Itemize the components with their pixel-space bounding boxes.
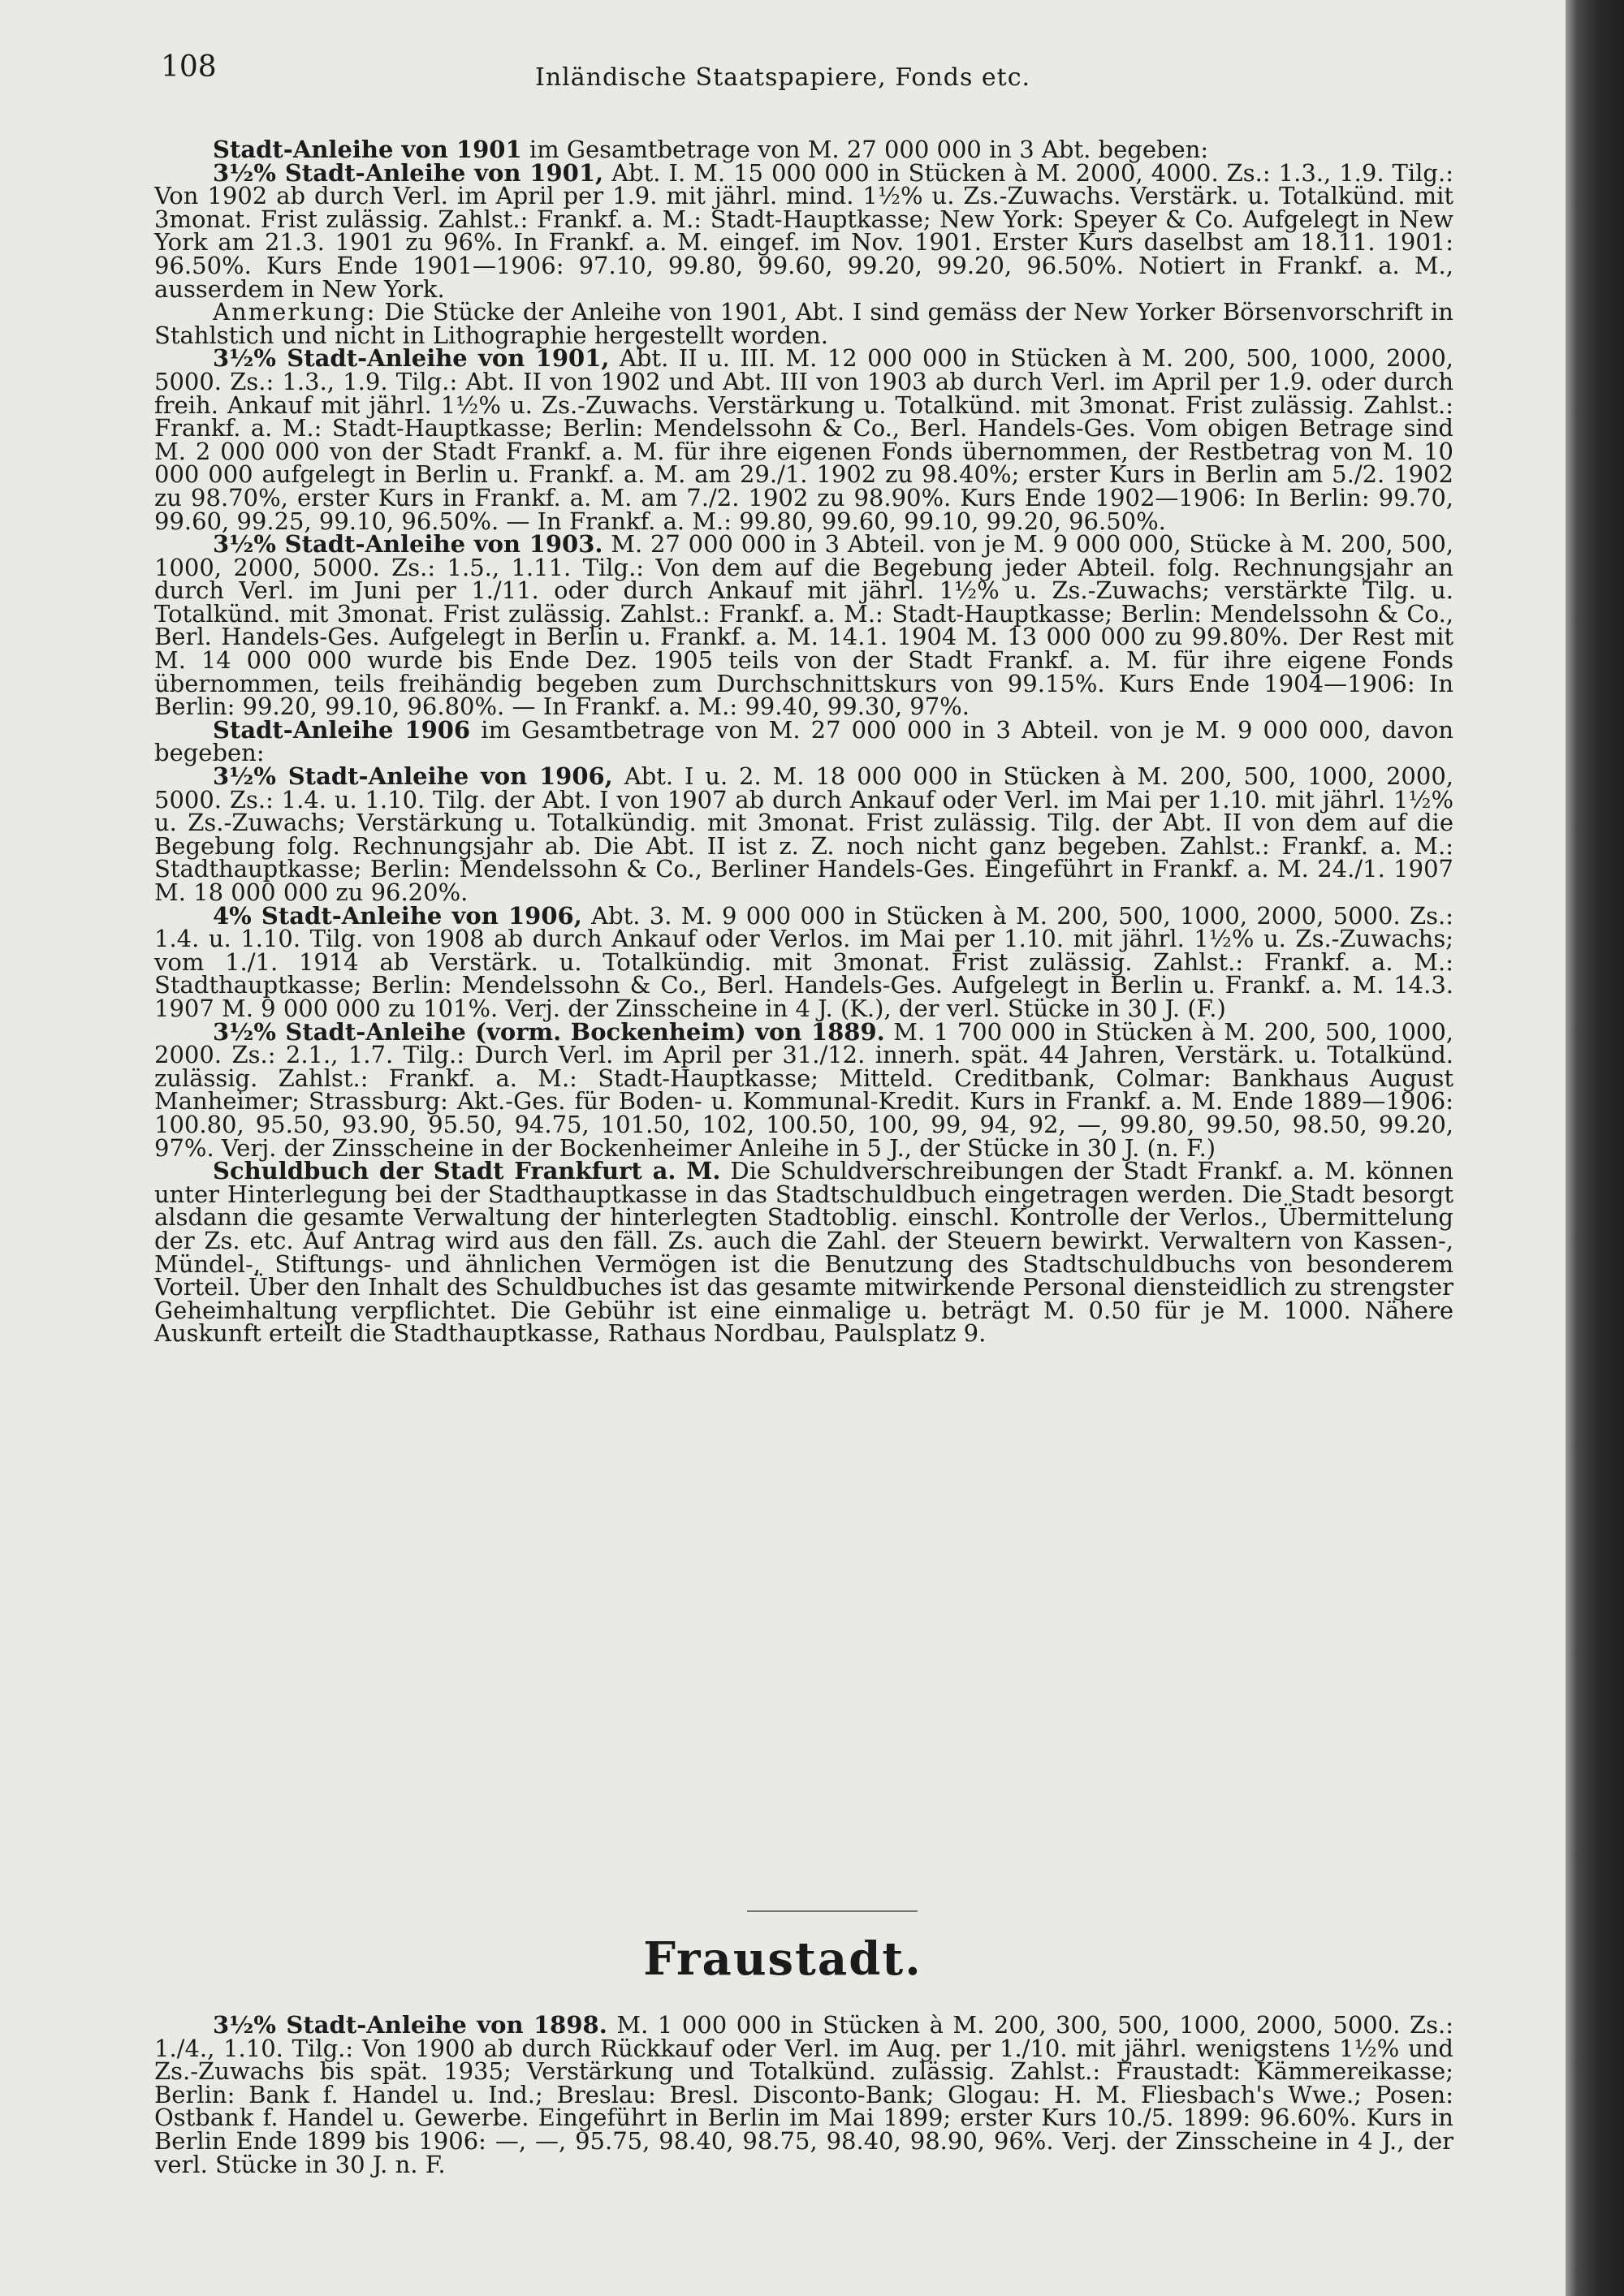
entry-8 [154, 901, 1454, 1022]
entry-text: Abt. I. M. 15 000 000 in Stücken à M. 2000, 4000. Zs.: 1.3., 1.9. Tilg.: Von 1902 ab durch Verl. im April per 1.9. mit jährl. mind. 1½% u. Zs.-Zuwachs. Verstärk. u. Totalkünd. mit 3monat. Frist zulässig. Zahlst.: Frankf. a. M.: Stadt-Hauptkasse; New York: Speyer & Co. Aufgelegt in New York am 21.3. 1901 zu 96%. In Frankf. a. M. eingef. im Nov. 1901. Erster Kurs daselbst am 18.11. 1901: 96.50%. Kurs Ende 1901—1906: 97.10, 99.80, 99.60, 99.20, 99.20, 96.50%. Notiert in Frankf. a. M., ausserdem in New York. [154, 158, 1453, 303]
entry-text: M. 1 000 000 in Stücken à M. 200, 300, 500, 1000, 2000, 5000. Zs.: 1./4., 1.10. Tilg.: Von 1900 ab durch Rückkauf oder Verl. im Aug. per 1./10. mit jährl. wenigstens 1½% und Zs.-Zuwachs bis spät. 1935; Verstärkung und Totalkünd. zulässig. Zahlst.: Fraustadt: Kämmereikasse; Berlin: Bank f. Handel u. Ind.; Breslau: Bresl. Disconto-Bank; Glogau: H. M. Fliesbach's Wwe.; Posen: Ostbank f. Handel u. Gewerbe. Eingeführt in Berlin im Mai 1899; erster Kurs 10./5. 1899: 96.60%. Kurs in Berlin Ende 1899 bis 1906: —, —, 95.75, 98.40, 98.75, 98.40, 98.90, 96%. Verj. der Zinsscheine in 4 J., der verl. Stücke in 30 J. n. F. [154, 2011, 1453, 2178]
entry-7 [154, 762, 1453, 906]
entry-9 [154, 1017, 1454, 1162]
entry-1 [154, 138, 1453, 162]
entry-text: Abt. 3. M. 9 000 000 in Stücken à M. 200, 500, 1000, 2000, 5000. Zs.: 1.4. u. 1.10. Tilg. von 1908 ab durch Ankauf oder Verlos. im Mai per 1.10. mit jährl. 1½% u. Zs.-Zuwachs; vom 1./1. 1914 ab Verstärk. u. Totalkündig. mit 3monat. Frist zulässig. Zahlst.: Frankf. a. M.: Stadthauptkasse; Berlin: Mendelssohn & Co., Berl. Handels-Ges. Aufgelegt in Berlin u. Frankf. a. M. 14.3. 1907 M. 9 000 000 zu 101%. Verj. der Zinsscheine in 4 J. (K.), der verl. Stücke in 30 J. (F.) [154, 901, 1454, 1022]
entry-text: Die Stücke der Anleihe von 1901, Abt. I sind gemäss der New Yorker Börsenvorschrift in Stahlstich und nicht in Lithographie hergestellt worden. [154, 298, 1453, 349]
entry-heading: 3½% Stadt-Anleihe von 1901, [213, 158, 604, 187]
entry-text: Abt. II u. III. M. 12 000 000 in Stücken à M. 200, 500, 1000, 2000, 5000. Zs.: 1.3., 1.9. Tilg.: Abt. II von 1902 und Abt. III von 1903 ab durch Verl. im April per 1.9. oder durch freih. Ankauf mit jährl. 1½% u. Zs.-Zuwachs. Verstärkung u. Totalkünd. mit 3monat. Frist zulässig. Zahlst.: Frankf. a. M.: Stadt-Hauptkasse; Berlin: Mendelssohn & Co., Berl. Handels-Ges. Vom obigen Betrage sind M. 2 000 000 von der Stadt Frankf. a. M. für ihre eigenen Fonds übernommen, der Restbetrag von M. 10 000 000 aufgelegt in Berlin u. Frankf. a. M. am 29./1. 1902 zu 98.40%; erster Kurs in Berlin am 5./2. 1902 zu 98.70%, erster Kurs in Frankf. a. M. am 7./2. 1902 zu 98.90%. Kurs Ende 1902—1906: In Berlin: 99.70, 99.60, 99.25, 99.10, 96.50%. — In Frankf. a. M.: 99.80, 99.60, 99.10, 99.20, 96.50%. [154, 344, 1454, 535]
entry-3 [154, 300, 1453, 347]
entry-heading: 3½% Stadt-Anleihe (vorm. Bockenheim) von 1889. [213, 1017, 885, 1046]
entry-2 [154, 158, 1453, 303]
page-number: 108 [161, 50, 217, 84]
entry-heading: 3½% Stadt-Anleihe von 1901, [213, 344, 610, 373]
entry-heading: 3½% Stadt-Anleihe von 1906, [213, 762, 613, 791]
entry-text: im Gesamtbetrage von M. 27 000 000 in 3 Abteil. von je M. 9 000 000, davon begeben: [154, 715, 1453, 767]
section-entry [154, 2013, 1453, 2176]
section-block [154, 2013, 1453, 2176]
entry-4 [154, 344, 1454, 535]
entry-10 [154, 1157, 1454, 1348]
entry-heading: Stadt-Anleihe 1906 [213, 715, 471, 744]
section-title: Fraustadt. [643, 1932, 922, 1986]
entry-heading: 4% Stadt-Anleihe von 1906, [213, 901, 582, 930]
page-edge-shadow [1566, 0, 1624, 2296]
entry-heading: Schuldbuch der Stadt Frankfurt a. M. [213, 1157, 721, 1185]
entry-heading: Anmerkung: [213, 298, 377, 326]
entry-text: M. 1 700 000 in Stücken à M. 200, 500, 1000, 2000. Zs.: 2.1., 1.7. Tilg.: Durch Verl. im April per 31./12. innerh. spät. 44 Jahren, Verstärk. u. Totalkünd. zulässig. Zahlst.: Frankf. a. M.: Stadt-Hauptkasse; Mitteld. Creditbank, Colmar: Bankhaus August Manheimer; Strassburg: Akt.-Ges. für Boden- u. Kommunal-Kredit. Kurs in Frankf. a. M. Ende 1889—1906: 100.80, 95.50, 93.90, 95.50, 94.75, 101.50, 102, 100.50, 100, 99, 94, 92, —, 99.80, 99.50, 98.50, 99.20, 97%. Verj. der Zinsscheine in der Bockenheimer Anleihe in 5 J., der Stücke in 30 J. (n. F.) [154, 1017, 1454, 1162]
running-title: Inländische Staatspapiere, Fonds etc. [534, 63, 1031, 92]
entry-6 [154, 715, 1453, 767]
entry-text: im Gesamtbetrage von M. 27 000 000 in 3 Abt. begeben: [529, 136, 1209, 163]
entry-heading: 3½% Stadt-Anleihe von 1898. [213, 2011, 607, 2039]
entry-heading: 3½% Stadt-Anleihe von 1903. [213, 530, 603, 559]
entry-heading: Stadt-Anleihe von 1901 [213, 136, 522, 163]
section-divider [747, 1910, 918, 1912]
entry-text: Die Schuldverschreibungen der Stadt Frankf. a. M. können unter Hinterlegung bei der Stadthauptkasse in das Stadtschuldbuch eingetragen werden. Die Stadt besorgt alsdann die gesamte Verwaltung der hinterlegten Stadtoblig. einschl. Kontrolle der Verlos., Übermittelung der Zs. etc. Auf Antrag wird aus den fäll. Zs. auch die Zahl. der Steuern bewirkt. Verwaltern von Kassen-, Mündel-, Stiftungs- und ähnlichen Vermögen ist die Benutzung des Stadtschuldbuchs von besonderem Vorteil. Über den Inhalt des Schuldbuches ist das gesamte mitwirkende Personal diensteidlich zu strengster Geheimhaltung verpflichtet. Die Gebühr ist eine einmalige u. beträgt M. 0.50 für je M. 1000. Nähere Auskunft erteilt die Stadthauptkasse, Rathaus Nordbau, Paulsplatz 9. [154, 1157, 1454, 1348]
entry-5 [154, 530, 1453, 721]
entries-block [154, 136, 1454, 1348]
entry-text: M. 27 000 000 in 3 Abteil. von je M. 9 000 000, Stücke à M. 200, 500, 1000, 2000, 5000. Zs.: 1.5., 1.11. Tilg.: Von dem auf die Begebung jeder Abteil. folg. Rechnungsjahr an durch Verl. im Juni per 1./11. oder durch Ankauf mit jährl. 1½% u. Zs.-Zuwachs; verstärkte Tilg. u. Totalkünd. mit 3monat. Frist zulässig. Zahlst.: Frankf. a. M.: Stadt-Hauptkasse; Berlin: Mendelssohn & Co., Berl. Handels-Ges. Aufgelegt in Berlin u. Frankf. a. M. 14.1. 1904 M. 13 000 000 zu 99.80%. Der Rest mit M. 14 000 000 wurde bis Ende Dez. 1905 teils von der Stadt Frankf. a. M. für ihre eigene Fonds übernommen, teils freihändig begeben zum Durchschnittskurs von 99.15%. Kurs Ende 1904—1906: In Berlin: 99.20, 99.10, 96.80%. — In Frankf. a. M.: 99.40, 99.30, 97%. [154, 530, 1453, 721]
entry-text: Abt. I u. 2. M. 18 000 000 in Stücken à M. 200, 500, 1000, 2000, 5000. Zs.: 1.4. u. 1.10. Tilg. der Abt. I von 1907 ab durch Ankauf oder Verl. im Mai per 1.10. mit jährl. 1½% u. Zs.-Zuwachs; Verstärkung u. Totalkündig. mit 3monat. Frist zulässig. Tilg. der Abt. II von dem auf die Begebung folg. Rechnungsjahr ab. Die Abt. II ist z. Z. noch nicht ganz begeben. Zahlst.: Frankf. a. M.: Stadthauptkasse; Berlin: Mendelssohn & Co., Berliner Handels-Ges. Eingeführt in Frankf. a. M. 24./1. 1907 M. 18 000 000 zu 96.20%. [154, 762, 1453, 906]
